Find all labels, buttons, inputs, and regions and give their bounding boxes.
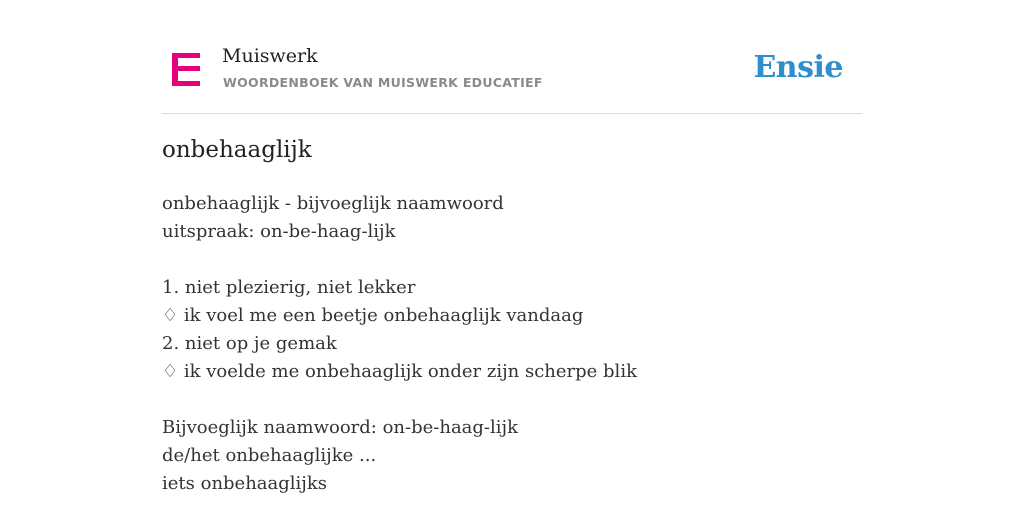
site-header (162, 40, 862, 114)
entry-line: Bijvoeglijk naamwoord: on-be-haag-lijk (162, 417, 519, 438)
entry-example: ♢ ik voel me een beetje onbehaaglijk vandaag (162, 305, 584, 326)
entry-line: de/het onbehaaglijke ... (162, 445, 377, 466)
entry-spacer (162, 246, 637, 274)
entry-spacer (162, 386, 637, 414)
brand-name[interactable]: Muiswerk (222, 45, 318, 67)
brand-subtitle: WOORDENBOEK VAN MUISWERK EDUCATIEF (223, 75, 543, 90)
entry-line: uitspraak: on-be-haag-lijk (162, 221, 396, 242)
entry-line: onbehaaglijk - bijvoeglijk naamwoord (162, 193, 504, 214)
entry-line: 1. niet plezierig, niet lekker (162, 277, 416, 298)
muiswerk-logo-icon[interactable] (172, 53, 200, 89)
ensie-logo[interactable]: Ensie (753, 50, 843, 85)
entry-example: ♢ ik voelde me onbehaaglijk onder zijn scherpe blik (162, 361, 637, 382)
entry-line: iets onbehaaglijks (162, 473, 328, 494)
entry-title: onbehaaglijk (162, 137, 312, 163)
entry-line: 2. niet op je gemak (162, 333, 337, 354)
entry-body (162, 190, 637, 498)
